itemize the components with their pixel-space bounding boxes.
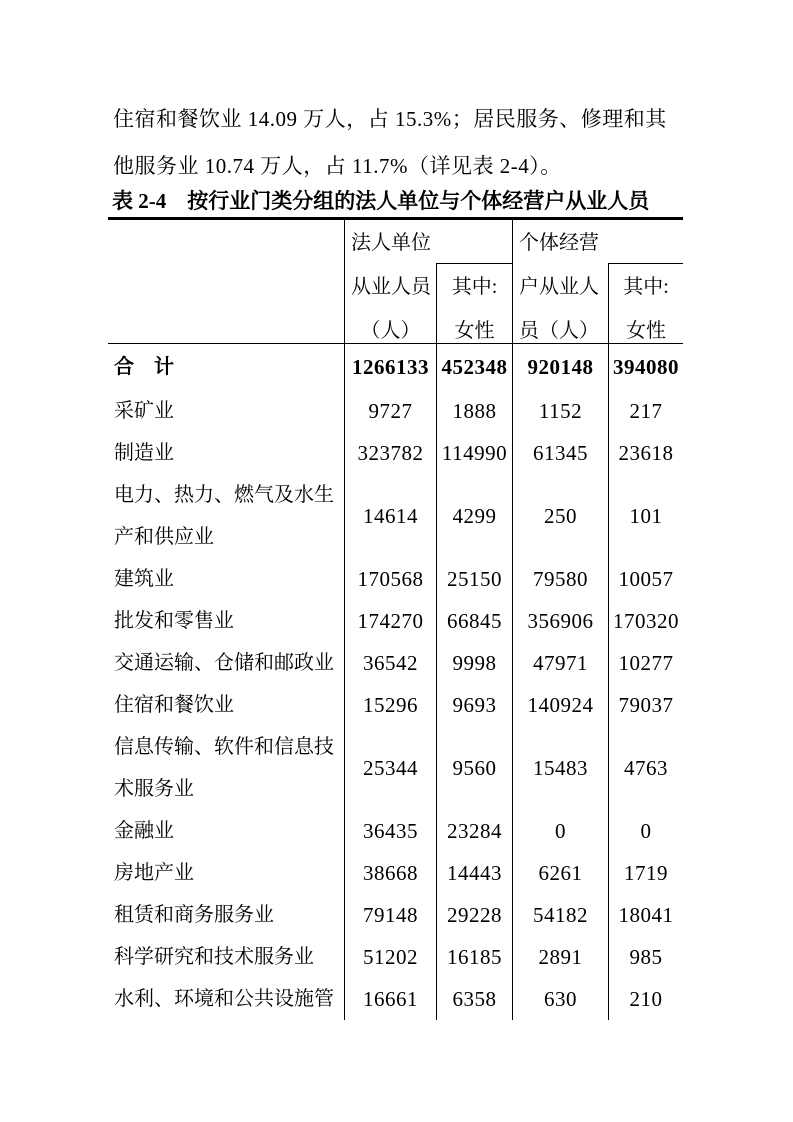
row-label: 金融业	[114, 820, 174, 842]
paragraph-line-2: 他服务业 10.74 万人，占 11.7%（详见表 2-4）。	[113, 154, 562, 178]
table-row	[108, 432, 683, 474]
cell-value: 1888	[436, 390, 512, 432]
cell-value: 79037	[608, 684, 683, 726]
row-label: 租赁和商务服务业	[114, 904, 274, 926]
row-label: 建筑业	[114, 568, 174, 590]
header-line: 员（人）	[519, 320, 599, 342]
cell-value: 2891	[512, 936, 608, 978]
cell-value: 16661	[344, 978, 436, 1020]
cell-value: 16185	[436, 936, 512, 978]
header-line: 女性	[454, 320, 495, 342]
cell-value: 47971	[512, 642, 608, 684]
table-row	[108, 894, 683, 936]
cell-value: 15296	[344, 684, 436, 726]
cell-value: 217	[608, 390, 683, 432]
header-line: 其中:	[451, 276, 498, 298]
row-label: 信息传输、软件和信息技术服务业	[114, 736, 334, 800]
cell-value: 140924	[512, 684, 608, 726]
cell-value: 10057	[608, 558, 683, 600]
cell-value: 323782	[344, 432, 436, 474]
cell-value: 356906	[512, 600, 608, 642]
row-label: 水利、环境和公共设施管	[114, 988, 334, 1010]
row-label: 采矿业	[114, 400, 174, 422]
cell-value: 6261	[512, 852, 608, 894]
cell-value: 6358	[436, 978, 512, 1020]
cell-value: 1152	[512, 390, 608, 432]
cell-value: 0	[608, 810, 683, 852]
cell-value: 9693	[436, 684, 512, 726]
cell-value: 114990	[436, 432, 512, 474]
row-label: 住宿和餐饮业	[114, 694, 234, 716]
header-line: 个体经营	[519, 232, 599, 254]
table-row	[108, 852, 683, 894]
cell-value: 101	[608, 474, 683, 558]
row-label: 制造业	[114, 442, 174, 464]
table-row	[108, 558, 683, 600]
cell-value: 38668	[344, 852, 436, 894]
table-row	[108, 390, 683, 432]
cell-value: 18041	[608, 894, 683, 936]
cell-value: 210	[608, 978, 683, 1020]
row-label: 合 计	[114, 356, 174, 378]
cell-value: 1719	[608, 852, 683, 894]
header-line: 其中:	[623, 276, 669, 298]
table-row	[108, 642, 683, 684]
header-inset-box	[608, 263, 683, 353]
header-cell-individual-employees	[512, 220, 608, 353]
cell-value: 0	[512, 810, 608, 852]
header-cell-individual-female	[608, 220, 683, 353]
row-label: 批发和零售业	[114, 610, 234, 632]
table-row	[108, 978, 683, 1020]
cell-value: 10277	[608, 642, 683, 684]
cell-value: 25344	[344, 726, 436, 810]
cell-value: 4763	[608, 726, 683, 810]
cell-value: 630	[512, 978, 608, 1020]
table-row	[108, 810, 683, 852]
table-row	[108, 936, 683, 978]
cell-value: 394080	[608, 344, 683, 390]
header-cell-row-labels	[108, 220, 344, 353]
cell-value: 36542	[344, 642, 436, 684]
header-cell-corporate-female	[436, 220, 512, 353]
cell-value: 4299	[436, 474, 512, 558]
cell-value: 174270	[344, 600, 436, 642]
header-line: 法人单位	[351, 232, 431, 254]
header-line: 从业人员	[351, 276, 431, 298]
cell-value: 1266133	[344, 344, 436, 390]
cell-value: 9560	[436, 726, 512, 810]
cell-value: 985	[608, 936, 683, 978]
row-label: 房地产业	[114, 862, 194, 884]
cell-value: 170320	[608, 600, 683, 642]
cell-value: 79580	[512, 558, 608, 600]
row-label: 电力、热力、燃气及水生产和供应业	[114, 484, 334, 548]
cell-value: 14443	[436, 852, 512, 894]
cell-value: 250	[512, 474, 608, 558]
table-row	[108, 726, 683, 810]
table-body	[108, 344, 683, 1020]
cell-value: 23284	[436, 810, 512, 852]
cell-value: 452348	[436, 344, 512, 390]
cell-value: 23618	[608, 432, 683, 474]
cell-value: 36435	[344, 810, 436, 852]
header-inset-box	[436, 263, 512, 353]
table-header	[108, 217, 683, 344]
cell-value: 25150	[436, 558, 512, 600]
cell-value: 29228	[436, 894, 512, 936]
cell-value: 54182	[512, 894, 608, 936]
cell-value: 51202	[344, 936, 436, 978]
cell-value: 66845	[436, 600, 512, 642]
cell-value: 14614	[344, 474, 436, 558]
header-line: 女性	[626, 320, 666, 342]
table-row	[108, 474, 683, 558]
cell-value: 9998	[436, 642, 512, 684]
header-line: （人）	[360, 320, 421, 342]
cell-value: 920148	[512, 344, 608, 390]
table-row	[108, 600, 683, 642]
header-line: 户从业人	[519, 276, 599, 298]
table-row	[108, 684, 683, 726]
row-label: 科学研究和技术服务业	[114, 946, 314, 968]
cell-value: 9727	[344, 390, 436, 432]
stats-table	[108, 217, 683, 1020]
row-label: 交通运输、仓储和邮政业	[114, 652, 334, 674]
cell-value: 61345	[512, 432, 608, 474]
body-paragraph	[113, 96, 685, 190]
cell-value: 170568	[344, 558, 436, 600]
paragraph-line-1: 住宿和餐饮业 14.09 万人，占 15.3%；居民服务、修理和其	[113, 107, 667, 131]
cell-value: 15483	[512, 726, 608, 810]
cell-value: 79148	[344, 894, 436, 936]
header-cell-corporate-employees	[344, 220, 436, 353]
table-title: 表 2-4 按行业门类分组的法人单位与个体经营户从业人员	[112, 189, 650, 213]
